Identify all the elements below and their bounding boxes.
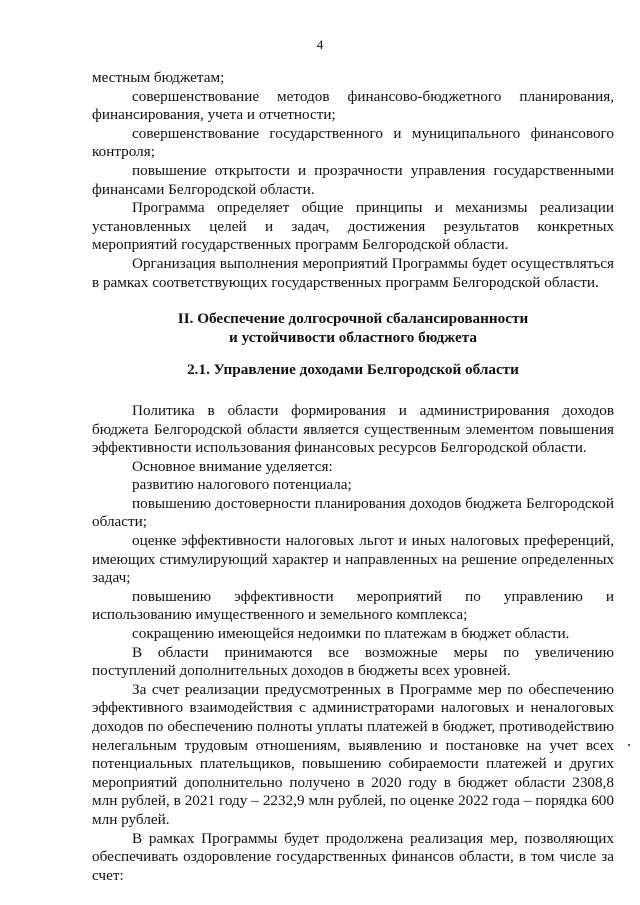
paragraph: Политика в области формирования и администрирования доходов бюджета Белгородской области является существенным элементом повышения эффективности использования финансовых ресурсов Белгородской области. [92,401,614,457]
paragraph: совершенствование государственного и муниципального финансового контроля; [92,124,614,161]
subsection-heading: 2.1. Управление доходами Белгородской области [187,361,519,379]
paragraph: сокращению имеющейся недоимки по платежам в бюджет области. [132,625,570,643]
paragraph: оценке эффективности налоговых льгот и иных налоговых преференций, имеющих стимулирующий характер и направленных на решение определенных задач; [92,532,614,587]
paragraph: В рамках Программы будет продолжена реализация мер, позволяющих обеспечивать оздоровление государственных финансов области, в том числе за счет: [92,829,614,884]
paragraph: Основное внимание уделяется: [132,457,333,475]
paragraph: развитию налогового потенциала; [132,476,352,494]
scan-speck [628,744,630,746]
section-heading-line-2: и устойчивости областного бюджета [229,328,477,346]
paragraph: местным бюджетам; [92,69,225,86]
paragraph: Программа определяет общие принципы и механизмы реализации установленных целей и задач, достижения результатов конкретных мероприятий государственных программ Белгородской области. [92,199,614,254]
section-heading-line-1: II. Обеспечение долгосрочной сбалансированности [177,310,529,328]
paragraph: За счет реализации предусмотренных в Программе мер по обеспечению эффективного взаимодействия с администраторами налоговых и неналоговых доходов по обеспечению полноты уплаты платежей в бюджет, противодействию нелегальным трудовым отношениям, выявлению и постановке на учет всех потенциальных плательщиков, повышению собираемости платежей и других мероприятий дополнительно получено в 2020 году в бюджет области 2308,8 млн рублей, в 2021 году – 2232,9 млн рублей, по оценке 2022 года – порядка 600 млн рублей. [92,680,614,828]
paragraph: совершенствование методов финансово-бюджетного планирования, финансирования, учета и отчетности; [92,87,614,124]
paragraph: повышению эффективности мероприятий по управлению и использованию имущественного и земельного комплекса; [92,587,614,624]
paragraph: повышение открытости и прозрачности управления государственными финансами Белгородской области. [92,161,614,198]
page-number: 4 [316,37,324,52]
document-body [92,69,614,885]
paragraph: повышению достоверности планирования доходов бюджета Белгородской области; [92,494,614,531]
paragraph: Организация выполнения мероприятий Программы будет осуществляться в рамках соответствующих государственных программ Белгородской области. [92,254,614,291]
paragraph: В области принимаются все возможные меры по увеличению поступлений дополнительных доходов в бюджеты всех уровней. [92,643,614,680]
